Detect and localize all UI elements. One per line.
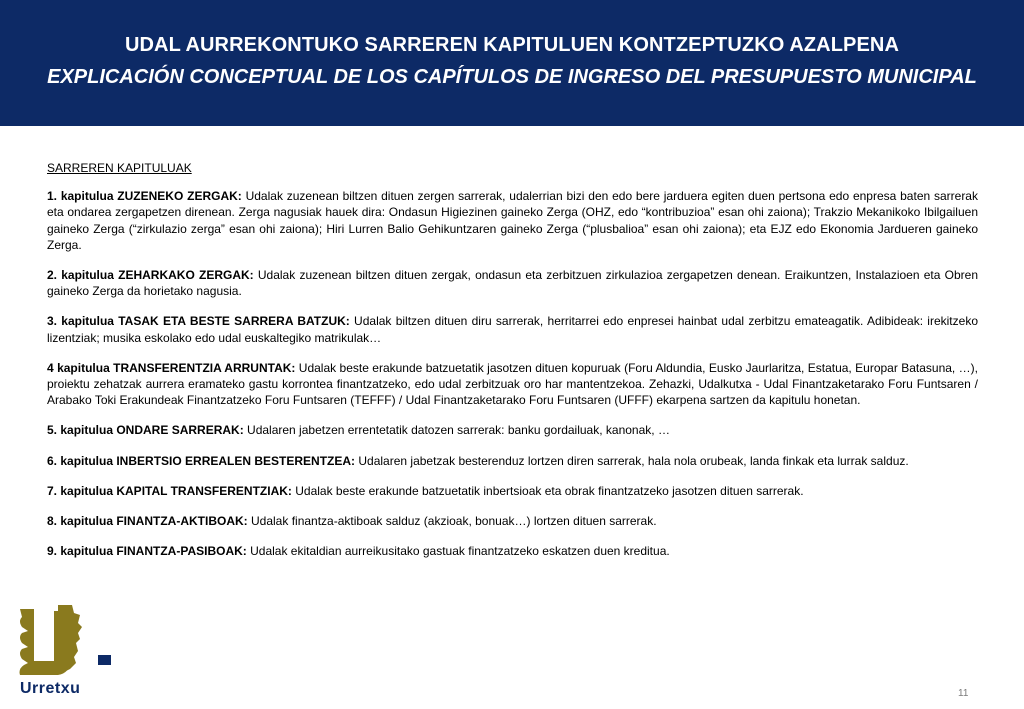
- chapter-paragraph: [47, 513, 978, 529]
- header-banner: [0, 0, 1024, 126]
- chapter-text: Udalak zuzenean biltzen dituen zergak, ondasun eta zerbitzuen zirkulazioa zergapetzen denean. Eraikuntzen, Instalazioen eta Obren gaineko Zerga da horietako nagusia.: [47, 268, 978, 299]
- chapter-paragraph: [47, 453, 978, 469]
- section-heading: SARREREN KAPITULUAK: [47, 161, 192, 175]
- chapter-title: 3. kapitulua TASAK ETA BESTE SARRERA BATZUK:: [47, 314, 350, 329]
- logo-text: Urretxu: [20, 680, 81, 697]
- chapter-text: Udalak ekitaldian aurreikusitako gastuak finantzatzeko eskatzen duen kreditua.: [246, 544, 670, 559]
- chapter-text: Udalak beste erakunde batzuetatik jasotzen dituen kopuruak (Foru Aldundia, Eusko Jaurlaritza, Estatua, Europar Batasuna, …), proiektu zehatzak aurrera eramateko gastu korrontea finantzatzeko, edo udal zerbitzuak oro har mantentzekoa. Zehazki, Udalkutxa - Udal Finantzaketarako Foru Funtsaren / Arabako Toki Erakundeak Finantzatzeko Foru Funtsaren (TEFFF) / Udal Finantzaketarako Foru Funtsaren (UFFF) ekarpena sartzen da kapitulu honetan.: [47, 360, 978, 408]
- chapter-text: Udalak finantza-aktiboak salduz (akzioak, bonuak…) lortzen dituen sarrerak.: [247, 514, 657, 529]
- chapter-title: 4 kapitulua TRANSFERENTZIA ARRUNTAK:: [47, 360, 296, 375]
- chapter-paragraph: [47, 422, 978, 438]
- chapter-text: Udalaren jabetzen errentetatik datozen sarrerak: banku gordailuak, kanonak, …: [243, 423, 670, 438]
- chapter-paragraph: [47, 360, 978, 409]
- chapter-title: 7. kapitulua KAPITAL TRANSFERENTZIAK:: [47, 483, 292, 498]
- chapter-title: 8. kapitulua FINANTZA-AKTIBOAK:: [47, 514, 248, 529]
- chapter-paragraph: [47, 188, 978, 253]
- chapter-title: 2. kapitulua ZEHARKAKO ZERGAK:: [47, 268, 254, 283]
- chapter-title: 5. kapitulua ONDARE SARRERAK:: [47, 423, 244, 438]
- chapter-paragraph: [47, 543, 978, 559]
- chapter-paragraph: [47, 313, 978, 345]
- content-body: [47, 160, 978, 573]
- title-basque: UDAL AURREKONTUKO SARREREN KAPITULUEN KONTZEPTUZKO AZALPENA: [124, 34, 900, 56]
- chapter-paragraph: [47, 483, 978, 499]
- chapter-text: Udalaren jabetzak besterenduz lortzen diren sarrerak, hala nola orubeak, landa finkak eta lurrak salduz.: [355, 453, 909, 468]
- chapter-paragraph: [47, 267, 978, 299]
- chapter-text: Udalak biltzen dituen diru sarrerak, herritarrei edo enpresei hainbat udal zerbitzu emateagatik. Adibideak: irekitzeko lizentziak; musika eskolako edo udal euskaltegiko matrikulak…: [47, 314, 978, 345]
- page-number: 11: [958, 688, 969, 699]
- chapter-title: 6. kapitulua INBERTSIO ERREALEN BESTERENTZEA:: [47, 453, 356, 468]
- chapter-title: 1. kapitulua ZUZENEKO ZERGAK:: [47, 189, 242, 204]
- chapter-title: 9. kapitulua FINANTZA-PASIBOAK:: [47, 544, 247, 559]
- chapter-text: Udalak beste erakunde batzuetatik inbertsioak eta obrak finantzatzeko jasotzen dituen sarrerak.: [291, 483, 804, 498]
- title-spanish: EXPLICACIÓN CONCEPTUAL DE LOS CAPÍTULOS DE INGRESO DEL PRESUPUESTO MUNICIPAL: [47, 66, 977, 88]
- chapter-text: Udalak zuzenean biltzen dituen zergen sarrerak, udalerrian bizi den edo bere jarduera egiten duen pertsona edo enpresa baten sarrerak eta ondarea zergapetzen direnean. Zerga nagusiak hauek dira: Ondasun Higiezinen gaineko Zerga (OHZ, edo “kontribuzioa” esan ohi zaiona); Trakzio Mekanikoko Ibilgailuen gaineko Zerga (“zirkulazio zerga” esan ohi zaiona); Hiri Lurren Balio Gehikuntzaren gaineko Zerga (“plusbalioa” esan ohi zaiona); eta EJZ edo Ekonomia Jardueren gaineko Zerga.: [47, 189, 978, 252]
